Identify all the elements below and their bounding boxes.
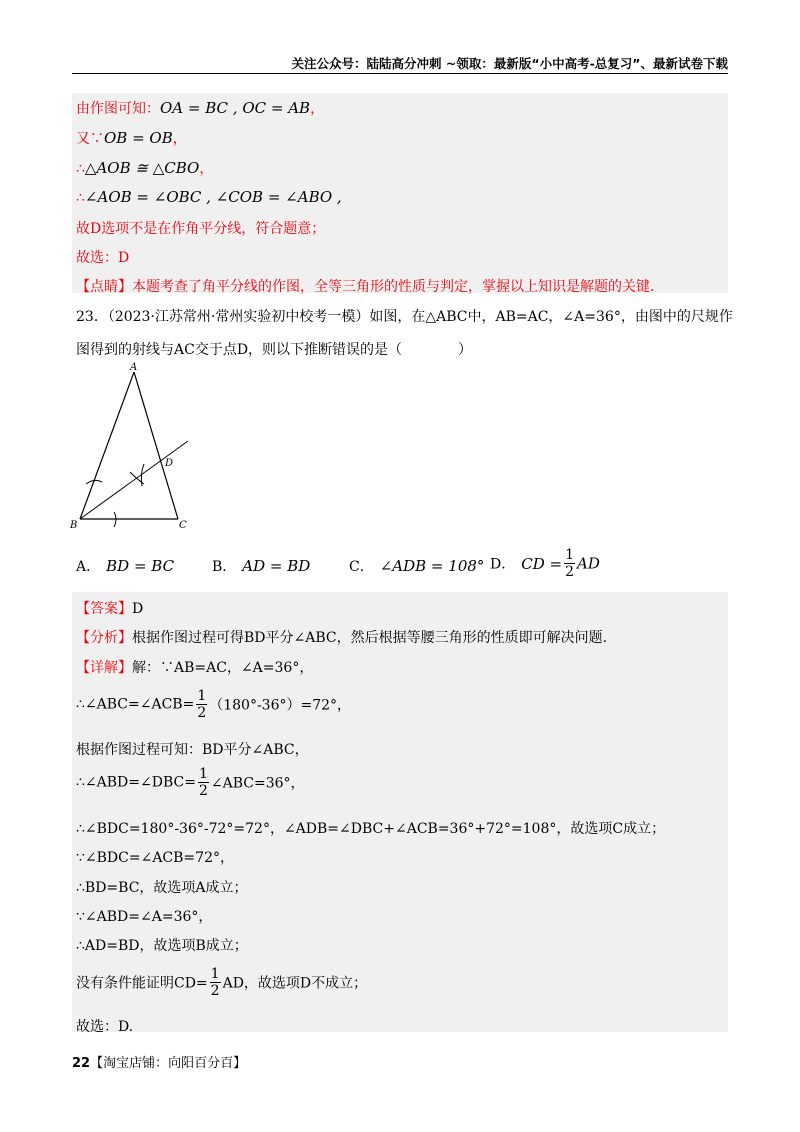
- option-d-rhs: AD: [577, 554, 600, 573]
- detail-first-text: 解：∵AB=AC，∠A=36°，: [132, 660, 314, 676]
- option-c-label: C．: [349, 559, 374, 575]
- fraction-denominator: 2: [198, 783, 208, 799]
- option-a[interactable]: [76, 556, 174, 576]
- option-b-math: AD = BD: [242, 557, 311, 575]
- label-b: B: [70, 520, 78, 531]
- step-4-suffix: ∠ABC=36°，: [210, 775, 305, 792]
- option-a-label: A．: [76, 559, 101, 575]
- step-4-fraction: [198, 766, 209, 799]
- fraction-denominator: 2: [197, 705, 207, 721]
- label-d: D: [165, 458, 174, 469]
- detail-line-4: [76, 766, 305, 799]
- prev-line-4: [76, 188, 342, 206]
- answer-tag: 【答案】: [76, 601, 132, 617]
- step-2-fraction: [196, 688, 207, 721]
- label-a: A: [130, 362, 138, 373]
- detail-line-2: [76, 688, 351, 721]
- header-divider: [72, 73, 728, 74]
- side-ac: [134, 372, 178, 519]
- step-10-fraction: [210, 966, 221, 999]
- prev-line-2-end: ，: [172, 131, 187, 147]
- prev-line-2-prefix: 又∵: [76, 131, 104, 147]
- page-footer: [72, 1052, 246, 1071]
- prev-line-6: 故选：D: [76, 250, 130, 266]
- option-a-math: BD = BC: [106, 557, 175, 575]
- prev-line-7: [76, 276, 654, 296]
- label-c: C: [179, 520, 187, 531]
- detail-line-3: 根据作图过程可知：BD平分∠ABC，: [76, 742, 309, 758]
- step-2-prefix: ∴∠ABC=∠ACB=: [76, 696, 195, 713]
- fraction-numerator: 1: [565, 547, 574, 563]
- option-d[interactable]: [490, 547, 600, 580]
- key-point-text: 本题考查了角平分线的作图，全等三角形的性质与判定，掌握以上知识是解题的关键.: [132, 279, 655, 295]
- prev-line-4-math: ∠AOB = ∠OBC , ∠COB = ∠ABO ,: [84, 188, 342, 206]
- key-point-tag: 【点睛】: [76, 279, 132, 295]
- step-10-prefix: 没有条件能证明CD=: [76, 975, 208, 992]
- detail-line-10: [76, 966, 367, 999]
- detail-line-7: ∴BD=BC，故选项A成立；: [76, 880, 248, 896]
- answer-value: D: [132, 601, 144, 617]
- analysis-tag: 【分析】: [76, 630, 132, 646]
- fraction-denominator: 2: [210, 983, 220, 999]
- prev-line-3-math: △AOB ≅ △CBO: [84, 159, 200, 177]
- analysis-text: 根据作图过程可得BD平分∠ABC，然后根据等腰三角形的性质即可解决问题.: [132, 630, 608, 646]
- prev-line-2-math: OB = OB: [104, 129, 173, 147]
- fraction-denominator: 2: [565, 564, 574, 580]
- prev-line-5: 故D选项不是在作角平分线，符合题意；: [76, 221, 326, 237]
- option-d-label: D．: [490, 556, 516, 573]
- page-header: 关注公众号：陆陆高分冲刺 ~领取：最新版“小中高考-总复习”、最新试卷下载: [291, 56, 728, 71]
- prev-line-2: [76, 128, 187, 148]
- prev-line-1: [76, 98, 324, 118]
- detail-line-1: [76, 657, 313, 677]
- detail-line-11: 故选：D.: [76, 1019, 134, 1035]
- triangle-figure: [64, 362, 204, 534]
- prev-line-3-prefix: ∴: [76, 161, 85, 177]
- question-line-1: 23．（2023·江苏常州·常州实验初中校考一模）如图，在△ABC中，AB=AC，∠A=36°，由图中的尺规作: [76, 309, 733, 325]
- answer-line: [76, 598, 143, 618]
- prev-line-3-end: ，: [199, 161, 214, 177]
- prev-line-3: [76, 158, 213, 178]
- fraction-numerator: 1: [197, 688, 207, 704]
- page-number: 22: [72, 1056, 91, 1071]
- option-d-fraction: [564, 547, 575, 580]
- option-b-label: B．: [212, 559, 237, 575]
- option-b[interactable]: [212, 556, 310, 576]
- option-c[interactable]: [349, 556, 484, 576]
- side-ab: [80, 372, 134, 519]
- detail-tag: 【详解】: [76, 660, 132, 676]
- step-4-prefix: ∴∠ABD=∠DBC=: [76, 774, 196, 791]
- fraction-numerator: 1: [198, 766, 208, 782]
- detail-line-8: ∵∠ABD=∠A=36°，: [76, 909, 213, 925]
- fraction-numerator: 1: [210, 966, 220, 982]
- detail-line-6: ∵∠BDC=∠ACB=72°，: [76, 850, 234, 866]
- question-line-2: 图得到的射线与AC交于点D，则以下推断错误的是（ ）: [76, 342, 473, 358]
- prev-line-1-end: ，: [310, 101, 325, 117]
- analysis-line: [76, 627, 607, 647]
- option-c-math: ∠ADB = 108°: [379, 557, 485, 575]
- prev-line-1-prefix: 由作图可知：: [76, 101, 160, 117]
- step-10-suffix: AD，故选项D不成立；: [222, 975, 368, 992]
- detail-line-5: ∴∠BDC=180°-36°-72°=72°，∠ADB=∠DBC+∠ACB=36°+72°=108°，故选项C成立；: [76, 821, 666, 837]
- detail-line-9: ∴AD=BD，故选项B成立；: [76, 938, 248, 954]
- step-2-suffix: （180°-36°）=72°，: [209, 697, 352, 714]
- option-d-lhs: CD =: [521, 554, 563, 573]
- prev-line-1-math: OA = BC , OC = AB: [160, 99, 311, 117]
- prev-line-4-prefix: ∴: [76, 190, 85, 206]
- footer-shop: 【淘宝店铺：向阳百分百】: [90, 1056, 247, 1071]
